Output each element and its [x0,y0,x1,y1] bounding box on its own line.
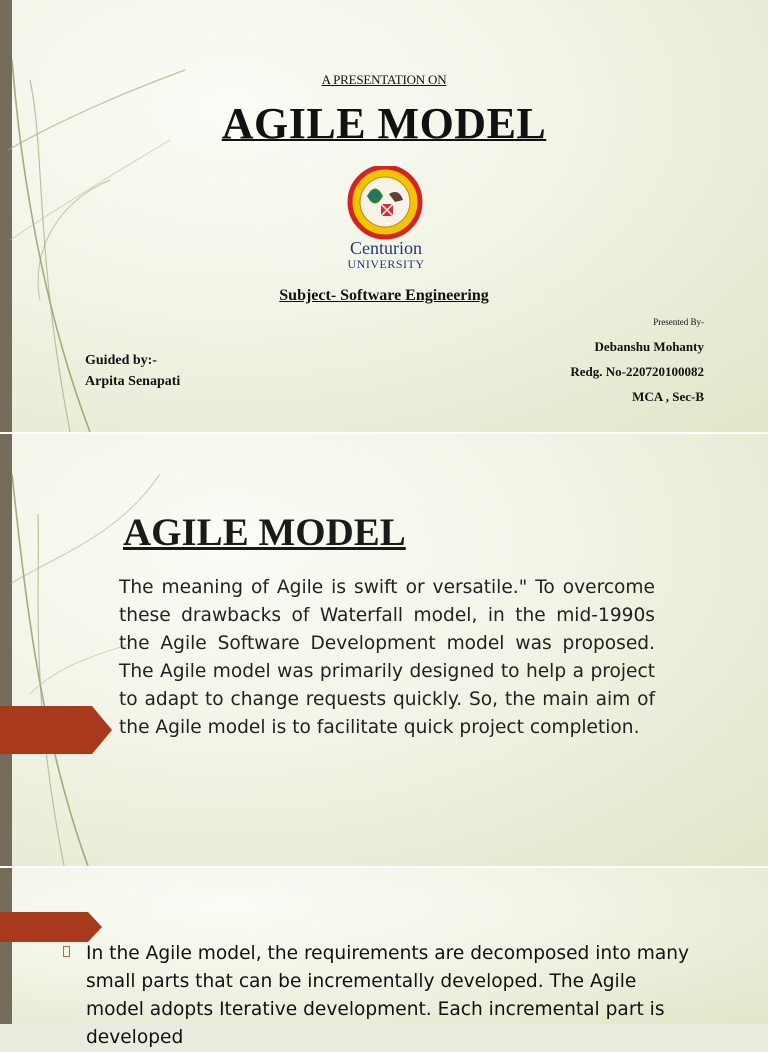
accent-tab-shape [0,706,112,754]
university-logo [345,166,431,276]
registration-number: Redg. No-220720100082 [570,364,704,379]
slide-title: AGILE MODEL [221,99,547,148]
content-title: AGILE MODEL [123,511,406,554]
presented-by-label: Presented By- [653,317,704,327]
bullet-icon [63,946,70,957]
pre-title: A PRESENTATION ON [321,72,447,87]
content-body: The meaning of Agile is swift or versatile." To overcome these drawbacks of Waterfall model, in the mid-1990s the Agile Software Development model was proposed. The Agile model was primarily designed to help a project to adapt to change requests quickly. So, the main aim of the Agile model is to facilitate quick project completion. [119,577,655,738]
subject-line: Subject- Software Engineering [279,287,489,304]
presenter-name: Debanshu Mohanty [594,339,704,354]
class-section: MCA , Sec-B [632,389,704,404]
bullet-text: In the Agile model, the requirements are decomposed into many small parts that can be incrementally developed. The Agile model adopts Iterative development. Each incremental part is developed [86,943,690,1048]
guided-label: Guided by:- [85,353,157,368]
slide-left-bar [0,868,12,1024]
guided-block [85,350,180,392]
guide-name: Arpita Senapati [85,374,181,389]
university-name: Centurion [350,238,422,258]
title-slide [0,0,768,432]
university-subname: UNIVERSITY [347,257,425,271]
accent-tab-shape [0,912,102,942]
university-seal-icon [345,166,431,242]
